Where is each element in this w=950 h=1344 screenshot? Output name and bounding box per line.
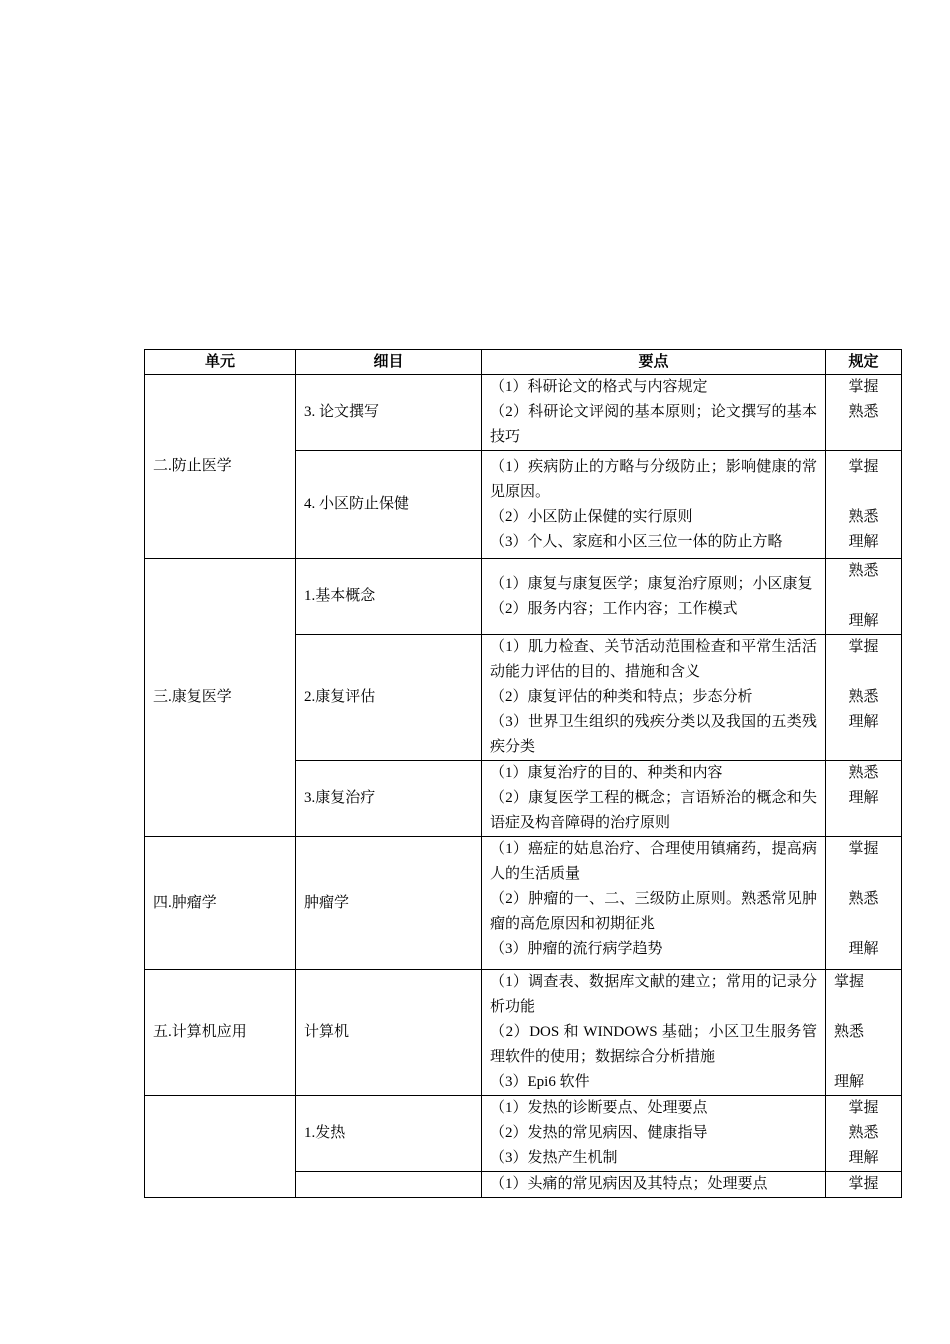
requirement-line: 熟悉 — [848, 765, 879, 781]
item-cell: 2.康复评估 — [296, 635, 482, 761]
header-requirement: 规定 — [826, 350, 902, 375]
requirement-cell — [826, 375, 902, 451]
item-cell: 1.基本概念 — [296, 559, 482, 635]
point-line: （2）DOS 和 WINDOWS 基础；小区卫生服务管理软件的使用；数据综合分析措施 — [490, 1024, 817, 1065]
unit-cell: 四.肿瘤学 — [145, 837, 296, 970]
requirement-cell — [826, 970, 902, 1096]
requirement-line: 理解 — [848, 714, 879, 730]
point-line: （1）头痛的常见病因及其特点；处理要点 — [490, 1176, 768, 1192]
unit-cell: 三.康复医学 — [145, 559, 296, 837]
point-line: （3）发热产生机制 — [490, 1150, 618, 1166]
points-cell — [482, 970, 826, 1096]
header-item: 细目 — [296, 350, 482, 375]
requirement-line: 熟悉 — [848, 1125, 879, 1141]
point-line: （1）调查表、数据库文献的建立；常用的记录分析功能 — [490, 974, 817, 1015]
point-line: （1）肌力检查、关节活动范围检查和平常生活活动能力评估的目的、措施和含义 — [490, 639, 817, 680]
points-cell — [482, 451, 826, 559]
requirement-line: 熟悉 — [848, 563, 879, 579]
requirement-cell — [826, 1172, 902, 1198]
point-line: （2）康复医学工程的概念；言语矫治的概念和失语症及构音障碍的治疗原则 — [490, 790, 817, 831]
requirement-line: 掌握 — [848, 458, 879, 475]
point-line: （2）康复评估的种类和特点；步态分析 — [490, 689, 753, 705]
points-cell — [482, 761, 826, 837]
points-cell — [482, 635, 826, 761]
unit-cell: 二.防止医学 — [145, 375, 296, 559]
header-row — [145, 350, 902, 375]
requirement-cell — [826, 1096, 902, 1172]
requirement-line: 掌握 — [848, 639, 879, 655]
point-line: （3）Epi6 软件 — [490, 1074, 590, 1090]
requirement-line: 熟悉 — [848, 891, 879, 907]
requirement-cell — [826, 559, 902, 635]
requirement-cell — [826, 761, 902, 837]
point-line: （1）癌症的姑息治疗、合理使用镇痛药，提高病人的生活质量 — [490, 841, 817, 882]
requirement-line: 熟悉 — [848, 508, 879, 525]
table-row — [145, 375, 902, 451]
requirement-line: 熟悉 — [848, 404, 879, 420]
header-points: 要点 — [482, 350, 826, 375]
requirement-line: 熟悉 — [848, 689, 879, 705]
item-cell: 3. 论文撰写 — [296, 375, 482, 451]
item-cell: 3.康复治疗 — [296, 761, 482, 837]
requirement-line: 理解 — [848, 613, 879, 629]
points-cell — [482, 375, 826, 451]
requirement-line: 掌握 — [848, 1100, 879, 1116]
table-row — [145, 1096, 902, 1172]
point-line: （3）肿瘤的流行病学趋势 — [490, 941, 663, 957]
points-cell — [482, 837, 826, 970]
point-line: （1）康复与康复医学；康复治疗原则；小区康复 — [490, 575, 813, 592]
requirement-line: 理解 — [848, 533, 879, 550]
table-row — [145, 559, 902, 635]
point-line: （1）疾病防止的方略与分级防止；影响健康的常见原因。 — [490, 458, 817, 500]
requirement-cell — [826, 837, 902, 970]
point-line: （1）科研论文的格式与内容规定 — [490, 379, 708, 395]
item-cell — [296, 1172, 482, 1198]
requirement-line: 掌握 — [848, 841, 879, 857]
points-cell — [482, 1172, 826, 1198]
point-line: （1）发热的诊断要点、处理要点 — [490, 1100, 708, 1116]
requirement-line: 掌握 — [848, 379, 879, 395]
point-line: （2）肿瘤的一、二、三级防止原则。熟悉常见肿瘤的高危原因和初期征兆 — [490, 891, 817, 932]
requirement-line: 掌握 — [848, 1176, 879, 1192]
point-line: （3）世界卫生组织的残疾分类以及我国的五类残疾分类 — [490, 714, 817, 755]
syllabus-table — [144, 349, 902, 1198]
point-line: （2）科研论文评阅的基本原则；论文撰写的基本技巧 — [490, 404, 817, 445]
requirement-cell — [826, 451, 902, 559]
item-cell: 肿瘤学 — [296, 837, 482, 970]
point-line: （2）服务内容；工作内容；工作模式 — [490, 600, 738, 617]
requirement-line: 熟悉 — [834, 1024, 865, 1040]
item-cell: 计算机 — [296, 970, 482, 1096]
requirement-line: 理解 — [848, 941, 879, 957]
point-line: （2）发热的常见病因、健康指导 — [490, 1125, 708, 1141]
points-cell — [482, 559, 826, 635]
requirement-line: 掌握 — [834, 974, 865, 990]
item-cell: 1.发热 — [296, 1096, 482, 1172]
requirement-line: 理解 — [834, 1074, 865, 1090]
requirement-line: 理解 — [848, 790, 879, 806]
unit-cell — [145, 1096, 296, 1198]
point-line: （1）康复治疗的目的、种类和内容 — [490, 765, 723, 781]
point-line: （2）小区防止保健的实行原则 — [490, 508, 693, 525]
item-cell: 4. 小区防止保健 — [296, 451, 482, 559]
requirement-cell — [826, 635, 902, 761]
unit-cell: 五.计算机应用 — [145, 970, 296, 1096]
point-line: （3）个人、家庭和小区三位一体的防止方略 — [490, 533, 783, 550]
header-unit: 单元 — [145, 350, 296, 375]
requirement-line: 理解 — [848, 1150, 879, 1166]
points-cell — [482, 1096, 826, 1172]
table-row — [145, 970, 902, 1096]
table-row — [145, 837, 902, 970]
